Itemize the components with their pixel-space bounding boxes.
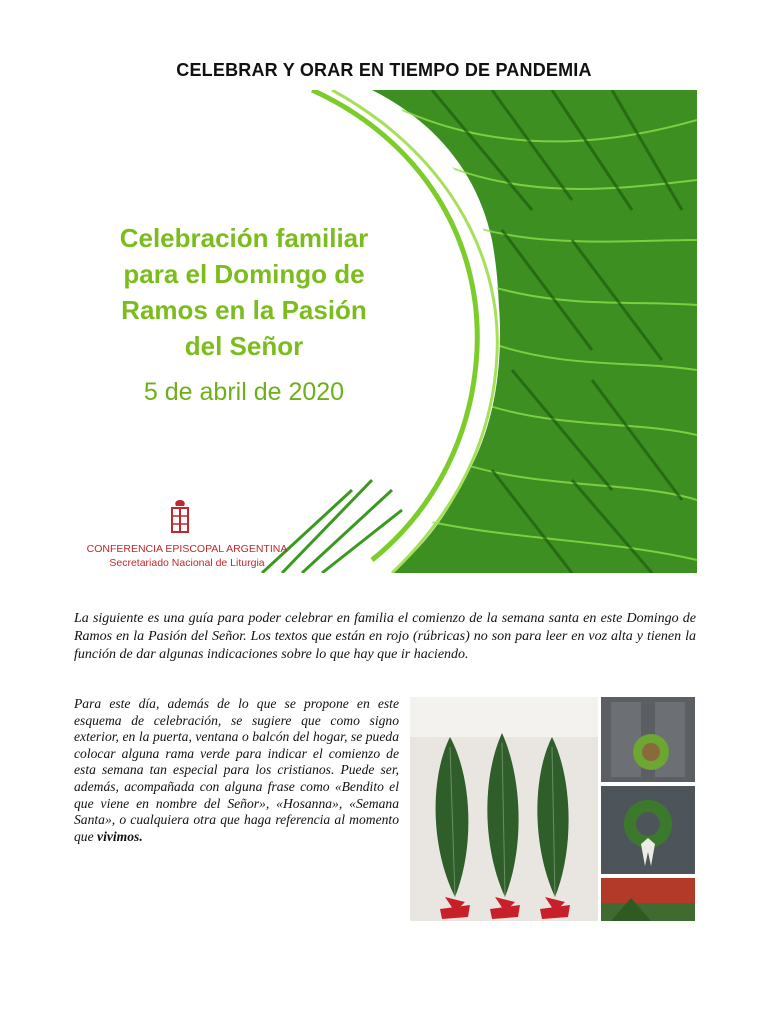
note-end: vivimos. [97,828,143,844]
organization-unit: Secretariado Nacional de Liturgia [109,557,265,569]
banner-heading: Celebración familiar para el Domingo de Ramos en la Pasión del Señor [119,223,369,361]
door-wreath-photo [601,697,695,782]
ribbon-wreath-photo [601,786,695,874]
celebration-banner [72,90,697,573]
intro-paragraph: La siguiente es una guía para poder celebrar en familia el comienzo de la semana santa en este Domingo de Ramos en la Pasión del Señor. Los textos que están en rojo (rúbricas) no son para leer en voz alta y tienen la función de dar algunas indicaciones sobre lo que hay que ir haciendo. [74,611,696,662]
page-title: CELEBRAR Y ORAR EN TIEMPO DE PANDEMIA [176,60,592,80]
note-paragraph [74,696,399,845]
banner-text-block [94,220,394,407]
banner-date: 5 de abril de 2020 [143,378,345,406]
balcony-palm-photo [601,878,695,921]
palm-branches-photo [410,697,598,921]
organization-title: CONFERENCIA EPISCOPAL ARGENTINA [86,543,288,555]
note-text: Para este día, además de lo que se propone en este esquema de celebración, se sugiere que como signo exterior, en la puerta, ventana o balcón del hogar, se pueda colocar alguna rama verde para indicar el comienzo de esta semana tan especial para los cristianos. Puede ser, además, acompañada con alguna frase como «Bendito el que viene en nombre del Señor», «Hosanna», «Semana Santa», o cualquiera otra que haga referencia al momento que [74,696,399,844]
organization-name [82,542,292,570]
episcopal-emblem-icon [168,498,192,536]
